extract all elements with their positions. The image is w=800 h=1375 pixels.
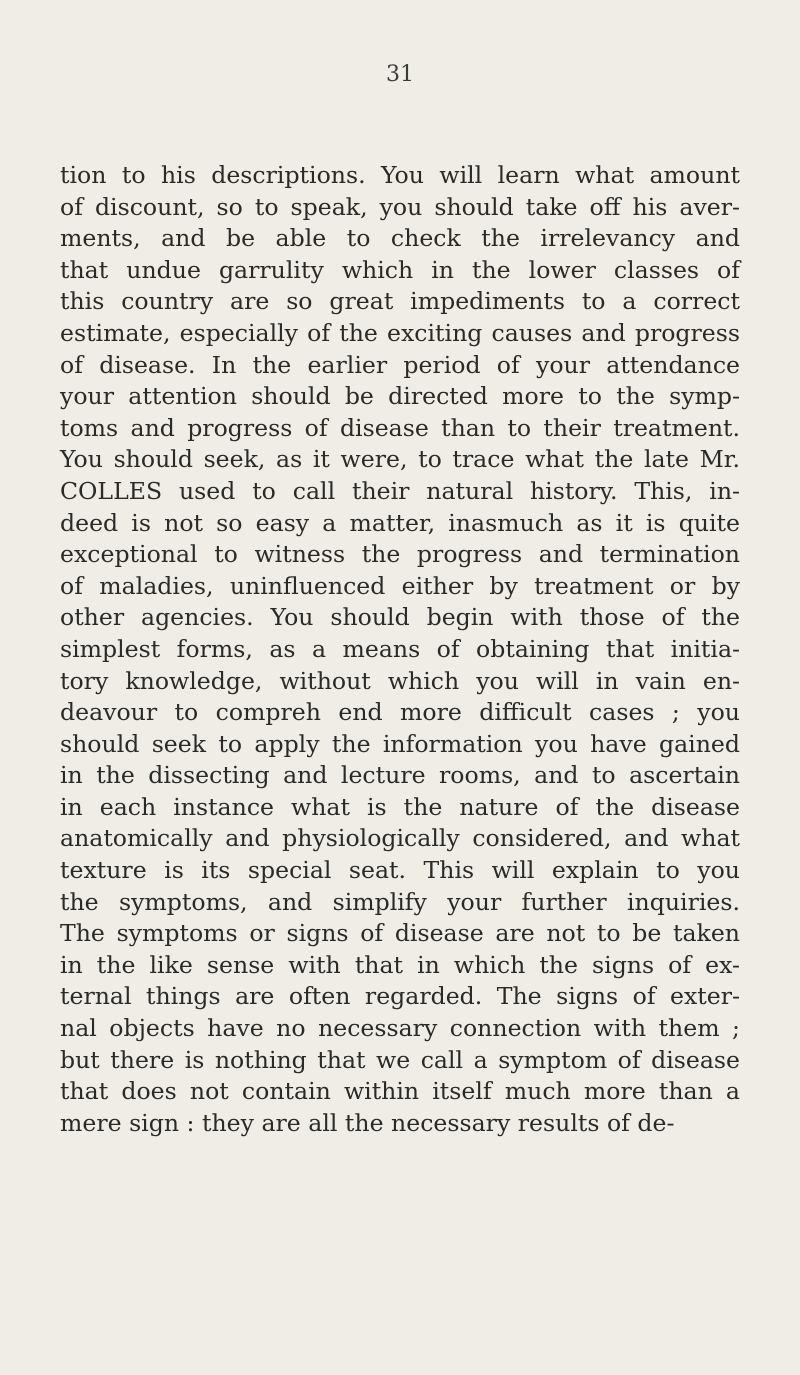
text-line: in each instance what is the nature of the disease xyxy=(60,792,740,821)
body-text xyxy=(60,160,740,1139)
text-line: but there is nothing that we call a symptom of disease xyxy=(60,1045,740,1074)
text-line: ments, and be able to check the irrelevancy and xyxy=(60,224,740,253)
text-line: simplest forms, as a means of obtaining that initia- xyxy=(60,634,740,663)
text-line: that undue garrulity which in the lower classes of xyxy=(60,255,740,284)
text-line: toms and progress of disease than to their treatment. xyxy=(60,413,740,442)
text-line: exceptional to witness the progress and termination xyxy=(60,540,740,569)
text-line: deed is not so easy a matter, inasmuch as it is quite xyxy=(60,508,740,537)
text-line: ternal things are often regarded. The signs of exter- xyxy=(60,982,740,1011)
text-line: should seek to apply the information you have gained xyxy=(60,729,740,758)
text-line: anatomically and physiologically considered, and what xyxy=(60,824,740,853)
text-line: estimate, especially of the exciting causes and progress xyxy=(60,318,740,347)
text-line: other agencies. You should begin with those of the xyxy=(60,603,740,632)
text-line: mere sign : they are all the necessary results of de- xyxy=(60,1108,675,1137)
text-line: The symptoms or signs of disease are not to be taken xyxy=(60,919,740,948)
text-line: You should seek, as it were, to trace what the late Mr. xyxy=(60,445,740,474)
text-line: in the like sense with that in which the signs of ex- xyxy=(60,950,740,979)
text-line: in the dissecting and lecture rooms, and to ascertain xyxy=(60,761,740,790)
text-line: tion to his descriptions. You will learn what amount xyxy=(60,161,740,189)
text-line: the symptoms, and simplify your further inquiries. xyxy=(60,887,740,916)
text-line: of disease. In the earlier period of your attendance xyxy=(60,350,740,379)
text-line: nal objects have no necessary connection with them ; xyxy=(60,1014,740,1043)
text-line: that does not contain within itself much more than a xyxy=(60,1077,740,1106)
text-line: texture is its special seat. This will explain to you xyxy=(60,856,740,885)
text-line: of discount, so to speak, you should take off his aver- xyxy=(60,192,740,221)
page-number: 31 xyxy=(386,62,414,87)
text-line: deavour to compreh end more difficult cases ; you xyxy=(60,698,740,727)
text-line: this country are so great impediments to a correct xyxy=(60,287,740,316)
text-line: COLLES used to call their natural history. This, in- xyxy=(60,476,740,505)
text-line: of maladies, uninfluenced either by treatment or by xyxy=(60,571,740,600)
text-line: tory knowledge, without which you will in vain en- xyxy=(60,666,740,695)
text-line: your attention should be directed more to the symp- xyxy=(60,382,740,411)
